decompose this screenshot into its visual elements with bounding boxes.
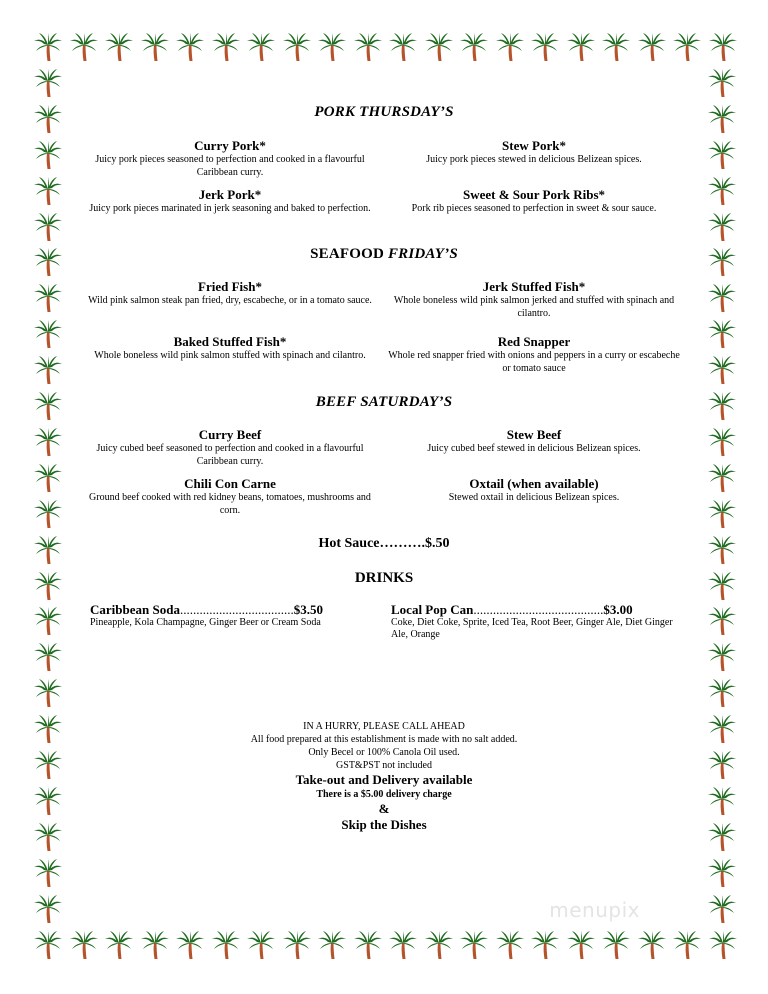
menu-item xyxy=(80,476,380,517)
palm-tree-icon xyxy=(33,930,63,960)
item-desc: Whole red snapper fried with onions and peppers in a curry or escabeche or tomato sauce xyxy=(388,350,680,374)
palm-tree-icon xyxy=(601,930,631,960)
palm-tree-icon xyxy=(69,32,99,62)
call-ahead-note: IN A HURRY, PLEASE CALL AHEAD xyxy=(303,721,465,732)
palm-tree-icon xyxy=(707,463,737,493)
palm-tree-icon xyxy=(707,678,737,708)
palm-tree-icon xyxy=(33,283,63,313)
oil-note: Only Becel or 100% Canola Oil used. xyxy=(308,747,460,758)
palm-tree-icon xyxy=(33,140,63,170)
drink-price: $3.50 xyxy=(293,602,323,617)
palm-tree-icon xyxy=(707,391,737,421)
item-desc: Stewed oxtail in delicious Belizean spices. xyxy=(448,492,620,503)
palm-tree-icon xyxy=(211,32,241,62)
item-desc: Juicy cubed beef seasoned to perfection and cooked in a flavourful Caribbean curry. xyxy=(96,443,364,467)
palm-tree-icon xyxy=(707,786,737,816)
palm-tree-icon xyxy=(708,32,738,62)
palm-tree-icon xyxy=(707,822,737,852)
palm-tree-icon xyxy=(707,894,737,924)
item-name: Jerk Stuffed Fish* xyxy=(482,279,586,294)
palm-tree-icon xyxy=(388,32,418,62)
palm-tree-icon xyxy=(353,32,383,62)
palm-tree-icon xyxy=(530,930,560,960)
palm-tree-icon xyxy=(707,104,737,134)
palm-tree-icon xyxy=(282,930,312,960)
drink-desc: Pineapple, Kola Champagne, Ginger Beer or Cream Soda xyxy=(90,617,321,628)
palm-tree-icon xyxy=(601,32,631,62)
item-name: Stew Pork* xyxy=(502,138,566,153)
footer-notes xyxy=(80,720,688,833)
palm-tree-icon xyxy=(707,606,737,636)
menu-item xyxy=(80,138,380,179)
palm-tree-icon xyxy=(33,750,63,780)
palm-tree-icon xyxy=(33,212,63,242)
item-name: Baked Stuffed Fish* xyxy=(173,334,287,349)
item-name: Oxtail (when available) xyxy=(469,476,599,491)
palm-tree-icon xyxy=(495,32,525,62)
palm-tree-icon xyxy=(33,463,63,493)
palm-tree-icon xyxy=(459,32,489,62)
menu-item xyxy=(384,279,684,320)
item-desc: Juicy pork pieces stewed in delicious Belizean spices. xyxy=(426,154,642,165)
watermark-logo: menupix xyxy=(549,898,640,922)
palm-tree-icon xyxy=(424,930,454,960)
palm-tree-icon xyxy=(388,930,418,960)
takeout-heading: Take-out and Delivery available xyxy=(295,772,473,787)
palm-tree-icon xyxy=(707,247,737,277)
menu-item xyxy=(384,427,684,455)
menu-item xyxy=(384,187,684,215)
item-name: Curry Beef xyxy=(198,427,262,442)
palm-tree-icon xyxy=(566,930,596,960)
menu-item xyxy=(80,279,380,307)
item-desc: Whole boneless wild pink salmon jerked and stuffed with spinach and cilantro. xyxy=(393,295,675,319)
palm-tree-icon xyxy=(33,104,63,134)
palm-tree-icon xyxy=(33,822,63,852)
beef-section-title: BEEF SATURDAY’S xyxy=(315,394,453,410)
item-name: Fried Fish* xyxy=(198,279,262,294)
delivery-charge: There is a $5.00 delivery charge xyxy=(316,789,452,800)
item-desc: Whole boneless wild pink salmon stuffed with spinach and cilantro. xyxy=(94,350,366,361)
palm-tree-icon xyxy=(33,786,63,816)
hot-sauce-price: Hot Sauce……….$.50 xyxy=(318,536,450,551)
drink-item xyxy=(391,602,681,641)
item-name: Curry Pork* xyxy=(194,138,266,153)
palm-tree-icon xyxy=(672,930,702,960)
palm-tree-icon xyxy=(33,606,63,636)
palm-tree-icon xyxy=(211,930,241,960)
palm-tree-icon xyxy=(707,571,737,601)
leader-dots: ................................... xyxy=(179,602,294,617)
palm-tree-icon xyxy=(69,930,99,960)
item-desc: Juicy cubed beef stewed in delicious Belizean spices. xyxy=(427,443,641,454)
palm-tree-icon xyxy=(707,427,737,457)
palm-tree-icon xyxy=(175,32,205,62)
palm-tree-icon xyxy=(33,32,63,62)
no-salt-note: All food prepared at this establishment is made with no salt added. xyxy=(250,734,518,745)
palm-tree-icon xyxy=(317,930,347,960)
palm-tree-icon xyxy=(707,176,737,206)
palm-tree-icon xyxy=(33,355,63,385)
palm-tree-icon xyxy=(707,355,737,385)
drink-price: $3.00 xyxy=(603,602,633,617)
palm-tree-icon xyxy=(317,32,347,62)
menu-item xyxy=(384,138,684,166)
item-name: Sweet & Sour Pork Ribs* xyxy=(462,187,606,202)
palm-tree-icon xyxy=(707,642,737,672)
item-name: Red Snapper xyxy=(497,334,571,349)
palm-tree-icon xyxy=(495,930,525,960)
palm-tree-icon xyxy=(707,714,737,744)
menu-item xyxy=(80,427,380,468)
item-desc: Juicy pork pieces seasoned to perfection and cooked in a flavourful Caribbean curry. xyxy=(95,154,365,178)
drink-name: Caribbean Soda xyxy=(90,602,180,617)
drink-desc: Coke, Diet Coke, Sprite, Iced Tea, Root Beer, Ginger Ale, Diet Ginger Ale, Orange xyxy=(391,617,673,640)
palm-tree-icon xyxy=(708,930,738,960)
menu-item xyxy=(384,476,684,504)
palm-tree-icon xyxy=(33,319,63,349)
leader-dots: ........................................ xyxy=(473,602,604,617)
palm-tree-icon xyxy=(33,535,63,565)
palm-tree-icon xyxy=(175,930,205,960)
palm-tree-icon xyxy=(707,140,737,170)
tax-note: GST&PST not included xyxy=(336,760,432,771)
palm-tree-icon xyxy=(672,32,702,62)
palm-tree-icon xyxy=(707,499,737,529)
palm-tree-icon xyxy=(246,930,276,960)
palm-tree-icon xyxy=(707,535,737,565)
palm-tree-icon xyxy=(637,930,667,960)
item-name: Stew Beef xyxy=(506,427,562,442)
palm-tree-icon xyxy=(637,32,667,62)
palm-tree-icon xyxy=(33,678,63,708)
palm-tree-icon xyxy=(707,283,737,313)
palm-tree-icon xyxy=(33,427,63,457)
item-name: Jerk Pork* xyxy=(198,187,262,202)
palm-tree-icon xyxy=(33,247,63,277)
palm-tree-icon xyxy=(33,714,63,744)
palm-tree-icon xyxy=(33,176,63,206)
palm-tree-icon xyxy=(353,930,383,960)
palm-tree-icon xyxy=(104,32,134,62)
menu-item xyxy=(80,187,380,215)
palm-tree-icon xyxy=(33,68,63,98)
palm-tree-icon xyxy=(33,391,63,421)
palm-tree-icon xyxy=(707,212,737,242)
skip-the-dishes: Skip the Dishes xyxy=(341,817,427,832)
drinks-section-title: DRINKS xyxy=(354,570,414,586)
palm-tree-icon xyxy=(707,858,737,888)
palm-tree-icon xyxy=(33,894,63,924)
palm-tree-icon xyxy=(459,930,489,960)
item-desc: Ground beef cooked with red kidney beans, tomatoes, mushrooms and corn. xyxy=(89,492,371,516)
palm-tree-icon xyxy=(33,642,63,672)
palm-tree-icon xyxy=(33,499,63,529)
drink-name: Local Pop Can xyxy=(391,602,474,617)
palm-tree-icon xyxy=(140,930,170,960)
palm-tree-icon xyxy=(140,32,170,62)
palm-tree-icon xyxy=(104,930,134,960)
item-name: Chili Con Carne xyxy=(184,476,276,491)
palm-tree-icon xyxy=(246,32,276,62)
menu-item xyxy=(80,334,380,362)
item-desc: Pork rib pieces seasoned to perfection in sweet & sour sauce. xyxy=(411,203,657,214)
palm-tree-icon xyxy=(33,571,63,601)
palm-tree-icon xyxy=(530,32,560,62)
item-desc: Wild pink salmon steak pan fried, dry, escabeche, or in a tomato sauce. xyxy=(88,295,372,306)
palm-tree-icon xyxy=(707,319,737,349)
palm-tree-icon xyxy=(424,32,454,62)
palm-tree-icon xyxy=(707,68,737,98)
palm-tree-icon xyxy=(33,858,63,888)
item-desc: Juicy pork pieces marinated in jerk seasoning and baked to perfection. xyxy=(89,203,371,214)
palm-tree-icon xyxy=(707,750,737,780)
drink-item xyxy=(90,602,380,629)
seafood-section-title: SEAFOOD FRIDAY’S xyxy=(310,246,458,262)
menu-item xyxy=(384,334,684,375)
pork-section-title: PORK THURSDAY’S xyxy=(314,104,454,120)
palm-tree-icon xyxy=(566,32,596,62)
ampersand: & xyxy=(378,801,390,816)
palm-tree-icon xyxy=(282,32,312,62)
